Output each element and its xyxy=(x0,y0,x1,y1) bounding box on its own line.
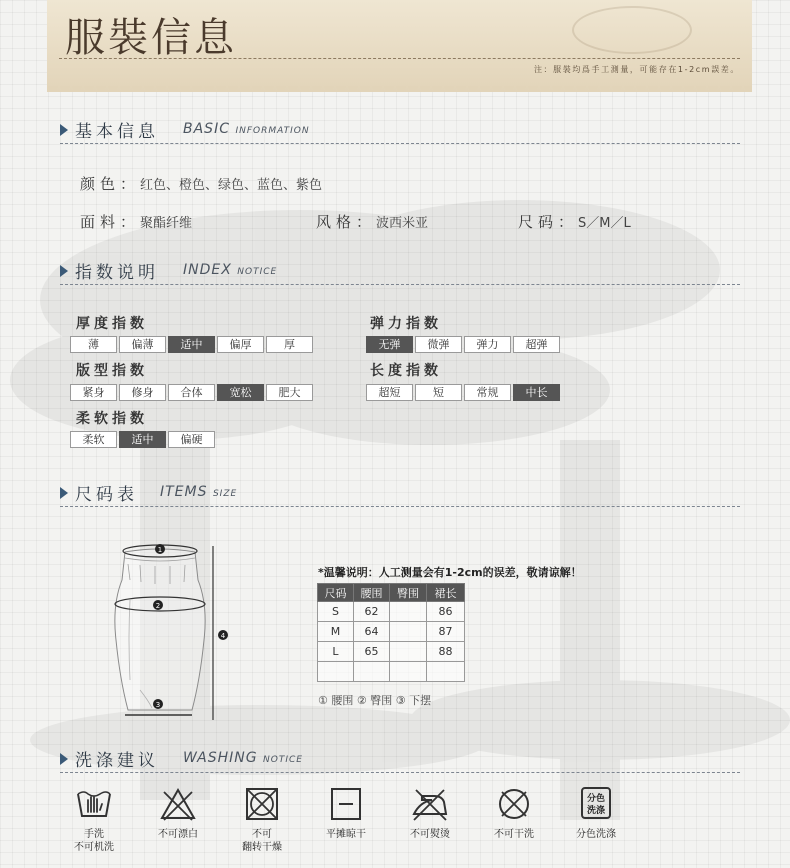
softness-index-label: 柔软指数 xyxy=(76,411,148,427)
table-row xyxy=(318,622,465,642)
length-option-item: 短 xyxy=(415,384,462,401)
skirt-measurement-diagram xyxy=(100,540,250,725)
no-iron-icon xyxy=(410,786,450,822)
wash-item-no-bleach xyxy=(136,786,220,841)
softness-option-item: 偏硬 xyxy=(168,431,215,448)
softness-index-bar xyxy=(70,431,217,448)
no-dry-clean-icon xyxy=(494,786,534,822)
size-table-header: 裙长 xyxy=(427,584,465,602)
table-cell: 88 xyxy=(427,642,465,662)
section-title-en xyxy=(183,121,310,137)
section-divider xyxy=(60,284,740,285)
section-header-basic xyxy=(60,117,740,143)
length-option-selected: 中长 xyxy=(513,384,560,401)
color-label: 颜色： xyxy=(80,175,141,193)
elasticity-index-label: 弹力指数 xyxy=(370,316,442,332)
color-info xyxy=(80,173,322,194)
wash-label-line1: 不可 xyxy=(252,829,272,840)
table-cell: M xyxy=(318,622,354,642)
fit-option-item: 修身 xyxy=(119,384,166,401)
table-cell xyxy=(390,602,427,622)
elasticity-option-selected: 无弹 xyxy=(366,336,413,353)
section-title-en-small: SIZE xyxy=(212,489,238,499)
wash-label-line1: 分色洗涤 xyxy=(576,829,616,840)
section-title-cn: 洗涤建议 xyxy=(75,751,159,771)
triangle-bullet-icon xyxy=(60,753,68,765)
section-title-en-main: WASHING xyxy=(183,750,258,766)
table-cell: L xyxy=(318,642,354,662)
section-title-en-small: INFORMATION xyxy=(235,126,310,136)
wash-item-no-tumble-dry xyxy=(220,786,304,854)
table-cell xyxy=(390,662,427,682)
no-bleach-icon xyxy=(158,786,198,822)
fit-option-item: 肥大 xyxy=(266,384,313,401)
marker-4-text: 4 xyxy=(220,632,226,640)
size-table-header: 腰围 xyxy=(354,584,390,602)
table-cell: 65 xyxy=(354,642,390,662)
triangle-bullet-icon xyxy=(60,124,68,136)
triangle-bullet-icon xyxy=(60,487,68,499)
wash-label-line1: 手洗 xyxy=(84,829,104,840)
size-table-header-row xyxy=(318,584,465,602)
section-title-en-main: INDEX xyxy=(183,262,232,278)
section-divider xyxy=(60,772,740,773)
wash-item-dry-flat xyxy=(304,786,388,841)
size-warm-note: *温馨说明：人工测量会有1-2cm的误差，敬请谅解！ xyxy=(318,566,582,579)
fabric-label: 面料： xyxy=(80,213,141,231)
hand-wash-icon xyxy=(74,786,114,822)
wash-label xyxy=(304,828,388,841)
elasticity-option-item: 超弹 xyxy=(513,336,560,353)
wash-label xyxy=(52,828,136,854)
table-cell: S xyxy=(318,602,354,622)
wash-item-no-dry-clean xyxy=(472,786,556,841)
wash-label-line1: 不可熨烫 xyxy=(410,829,450,840)
separate-wash-icon xyxy=(576,786,616,822)
style-value: 波西米亚 xyxy=(376,216,429,231)
wash-item-separate-wash xyxy=(554,786,638,841)
table-row xyxy=(318,602,465,622)
section-title-en xyxy=(183,750,303,766)
page-title: 服裝信息 xyxy=(65,15,237,61)
wash-item-hand-wash xyxy=(52,786,136,854)
thickness-index-label: 厚度指数 xyxy=(76,316,148,332)
section-divider xyxy=(60,506,740,507)
table-cell: 64 xyxy=(354,622,390,642)
section-title-en-small: NOTICE xyxy=(237,267,278,277)
table-cell xyxy=(354,662,390,682)
length-index-bar xyxy=(366,384,562,401)
thickness-option-item: 偏厚 xyxy=(217,336,264,353)
banner-divider xyxy=(59,58,740,59)
size-table-header: 尺码 xyxy=(318,584,354,602)
section-title-cn: 指数说明 xyxy=(75,263,159,283)
section-title-en-main: BASIC xyxy=(183,121,230,137)
fit-option-selected: 宽松 xyxy=(217,384,264,401)
separate-wash-icon-text-2: 洗涤 xyxy=(586,806,606,816)
wash-label xyxy=(554,828,638,841)
thickness-option-item: 薄 xyxy=(70,336,117,353)
section-title-cn: 尺码表 xyxy=(75,485,138,505)
skirt-outline xyxy=(115,549,205,710)
size-table-header: 臀围 xyxy=(390,584,427,602)
table-cell xyxy=(427,662,465,682)
section-header-index xyxy=(60,258,740,284)
size-table xyxy=(317,583,465,682)
table-row xyxy=(318,662,465,682)
elasticity-index-bar xyxy=(366,336,562,353)
table-cell xyxy=(390,622,427,642)
wash-label xyxy=(388,828,472,841)
wash-label xyxy=(136,828,220,841)
banner-scalloped-edge xyxy=(47,86,752,98)
section-title-en-small: NOTICE xyxy=(263,755,303,765)
fabric-info xyxy=(80,211,192,232)
wash-label xyxy=(220,828,304,854)
size-info xyxy=(518,211,631,232)
measurement-note: 注：服裝均爲手工測量，可能存在1-2cm誤差。 xyxy=(533,65,740,74)
no-tumble-dry-icon xyxy=(242,786,282,822)
size-label: 尺码： xyxy=(518,213,579,231)
length-option-item: 常规 xyxy=(464,384,511,401)
table-cell xyxy=(390,642,427,662)
elasticity-option-item: 弹力 xyxy=(464,336,511,353)
postmark-stamp xyxy=(572,6,692,54)
wash-item-no-iron xyxy=(388,786,472,841)
wash-label-line2: 不可机洗 xyxy=(74,842,114,853)
fabric-value: 聚酯纤维 xyxy=(140,216,193,231)
section-divider xyxy=(60,143,740,144)
wash-label-line2: 翻转干燥 xyxy=(242,842,282,853)
table-cell: 62 xyxy=(354,602,390,622)
style-label: 风格： xyxy=(316,213,377,231)
thickness-option-item: 偏薄 xyxy=(119,336,166,353)
wash-label xyxy=(472,828,556,841)
section-title-en xyxy=(160,484,237,500)
softness-option-selected: 适中 xyxy=(119,431,166,448)
softness-option-item: 柔软 xyxy=(70,431,117,448)
section-header-size xyxy=(60,480,740,506)
fit-index-bar xyxy=(70,384,315,401)
fit-option-item: 紧身 xyxy=(70,384,117,401)
section-header-wash xyxy=(60,746,740,772)
marker-2-text: 2 xyxy=(155,602,161,610)
style-info xyxy=(316,211,428,232)
length-option-item: 超短 xyxy=(366,384,413,401)
table-cell: 86 xyxy=(427,602,465,622)
fit-option-item: 合体 xyxy=(168,384,215,401)
section-title-en xyxy=(183,262,277,278)
wash-label-line1: 平摊晾干 xyxy=(326,829,366,840)
thickness-index-bar xyxy=(70,336,315,353)
marker-1-text: 1 xyxy=(157,546,163,554)
table-cell xyxy=(318,662,354,682)
info-banner xyxy=(47,0,752,92)
separate-wash-icon-text-1: 分色 xyxy=(586,794,606,804)
thickness-option-item: 厚 xyxy=(266,336,313,353)
length-index-label: 长度指数 xyxy=(370,363,442,379)
section-title-cn: 基本信息 xyxy=(75,122,159,142)
section-title-en-main: ITEMS xyxy=(160,484,208,500)
size-value: S／M／L xyxy=(578,216,631,231)
triangle-bullet-icon xyxy=(60,265,68,277)
wash-label-line1: 不可漂白 xyxy=(158,829,198,840)
fit-index-label: 版型指数 xyxy=(76,363,148,379)
marker-3-text: 3 xyxy=(155,701,161,709)
dry-flat-icon xyxy=(326,786,366,822)
color-value: 红色、橙色、绿色、蓝色、紫色 xyxy=(140,178,323,193)
table-row xyxy=(318,642,465,662)
elasticity-option-item: 微弹 xyxy=(415,336,462,353)
measurement-legend: ① 腰围 ② 臀围 ③ 下摆 xyxy=(318,694,432,707)
thickness-option-selected: 适中 xyxy=(168,336,215,353)
wash-label-line1: 不可干洗 xyxy=(494,829,534,840)
table-cell: 87 xyxy=(427,622,465,642)
